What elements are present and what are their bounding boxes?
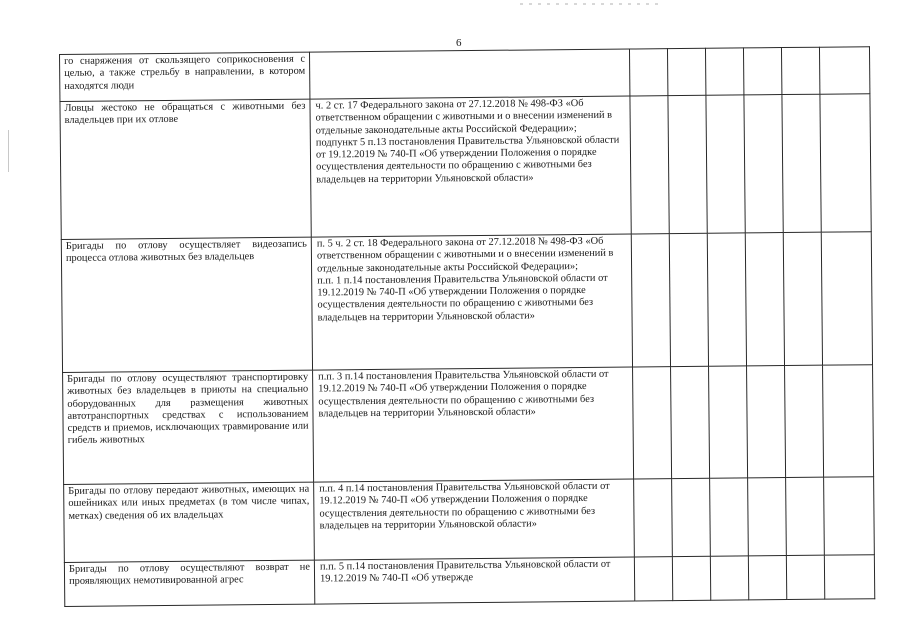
requirement-cell: Бригады по отлову осуществляют возврат не проявляющих немотивированной агрес (64, 560, 314, 606)
mark-cell (630, 96, 669, 234)
mark-cell (781, 47, 819, 94)
mark-cell (669, 233, 708, 366)
mark-cell (706, 95, 745, 233)
mark-cell (821, 232, 872, 365)
mark-cell (748, 478, 787, 556)
mark-cell (747, 366, 786, 478)
margin-mark (8, 130, 9, 172)
mark-cell (672, 556, 710, 600)
mark-cell (633, 367, 672, 479)
mark-cell (744, 95, 783, 233)
reference-cell: п.п. 3 п.14 постановления Правительства Ульяновской области от 19.12.2019 № 740-П «Об утверждении Положения о порядке осуществления деятельности по обращению с животными без владельцев на территории Ульяновской области» (313, 367, 634, 482)
mark-cell (786, 555, 824, 599)
reference-cell: п.п. 4 п.14 постановления Правительства Ульяновской области от 19.12.2019 № 740-П «Об утверждении Положения о порядке осуществления деятельности по обращению с животными без владельцев на территории Ульяновской области» (314, 479, 635, 560)
table-row (61, 232, 872, 373)
mark-cell (783, 232, 822, 365)
reference-cell (309, 49, 629, 99)
scan-artifact (520, 3, 660, 5)
table-row (64, 477, 875, 563)
requirements-table (59, 46, 875, 607)
mark-cell (634, 479, 673, 557)
mark-cell (631, 234, 670, 367)
mark-cell (786, 477, 825, 555)
mark-cell (823, 365, 874, 477)
mark-cell (710, 478, 749, 556)
page-number: 6 (456, 37, 462, 49)
mark-cell (819, 47, 869, 94)
mark-cell (671, 366, 710, 478)
mark-cell (707, 233, 746, 366)
table-row (64, 555, 874, 607)
mark-cell (824, 477, 875, 555)
requirement-cell: Бригады по отлову передают животных, имеющих на ошейниках или иных предметах (в том числе чипах, метках) сведения об их владельцах (64, 482, 315, 562)
mark-cell (629, 49, 667, 96)
mark-cell (748, 556, 786, 600)
mark-cell (782, 94, 821, 232)
mark-cell (709, 366, 748, 478)
mark-cell (710, 556, 748, 600)
reference-cell: ч. 2 ст. 17 Федерального закона от 27.12.2018 № 498-ФЗ «Об ответственном обращении с животными и о внесении изменений в отдельные законодательные акты Российской Федерации»; подпункт 5 п.13 постановления Правительства Ульяновской области от 19.12.2019 № 740-П «Об утверждении Положения о порядке осуществления деятельности по обращению с животными без владельцев на территории Ульяновской области» (310, 96, 631, 237)
mark-cell (785, 365, 824, 477)
mark-cell (743, 48, 781, 95)
mark-cell (667, 48, 705, 95)
requirement-cell: Ловцы жестоко не обращаться с животными без владельцев при их отлове (60, 99, 311, 239)
mark-cell (634, 557, 672, 601)
mark-cell (672, 478, 711, 556)
mark-cell (820, 94, 871, 232)
mark-cell (745, 233, 784, 366)
requirement-cell: Бригады по отлову осуществляют транспортировку животных без владельцев в приюты на специально оборудованных для размещения животных автотранспортных средствах с использованием средств и приемов, исключающих травмирование или гибель животных (63, 370, 314, 484)
mark-cell (824, 555, 874, 599)
mark-cell (705, 48, 743, 95)
reference-cell: п.п. 5 п.14 постановления Правительства Ульяновской области от 19.12.2019 № 740-П «Об утвержде (314, 557, 634, 604)
reference-cell: п. 5 ч. 2 ст. 18 Федерального закона от 27.12.2018 № 498-ФЗ «Об ответственном обращении с животными и о внесении изменений в отдельные законодательные акты Российской Федерации»; п.п. 1 п.14 постановления Правительства Ульяновской области от 19.12.2019 № 740-П «Об утверждении Положения о порядке осуществления деятельности по обращению с животными без владельцев на территории Ульяновской области» (311, 234, 632, 370)
table-row (63, 365, 874, 485)
requirement-cell: Бригады по отлову осуществляет видеозапись процесса отлова животных без владельцев (61, 237, 312, 372)
requirement-cell: го снаряжения от скользящего соприкосновения с целью, а также стрельбу в направлении, в котором находятся люди (60, 52, 310, 101)
table-row (60, 47, 870, 102)
table-row (60, 94, 871, 240)
mark-cell (668, 95, 707, 233)
